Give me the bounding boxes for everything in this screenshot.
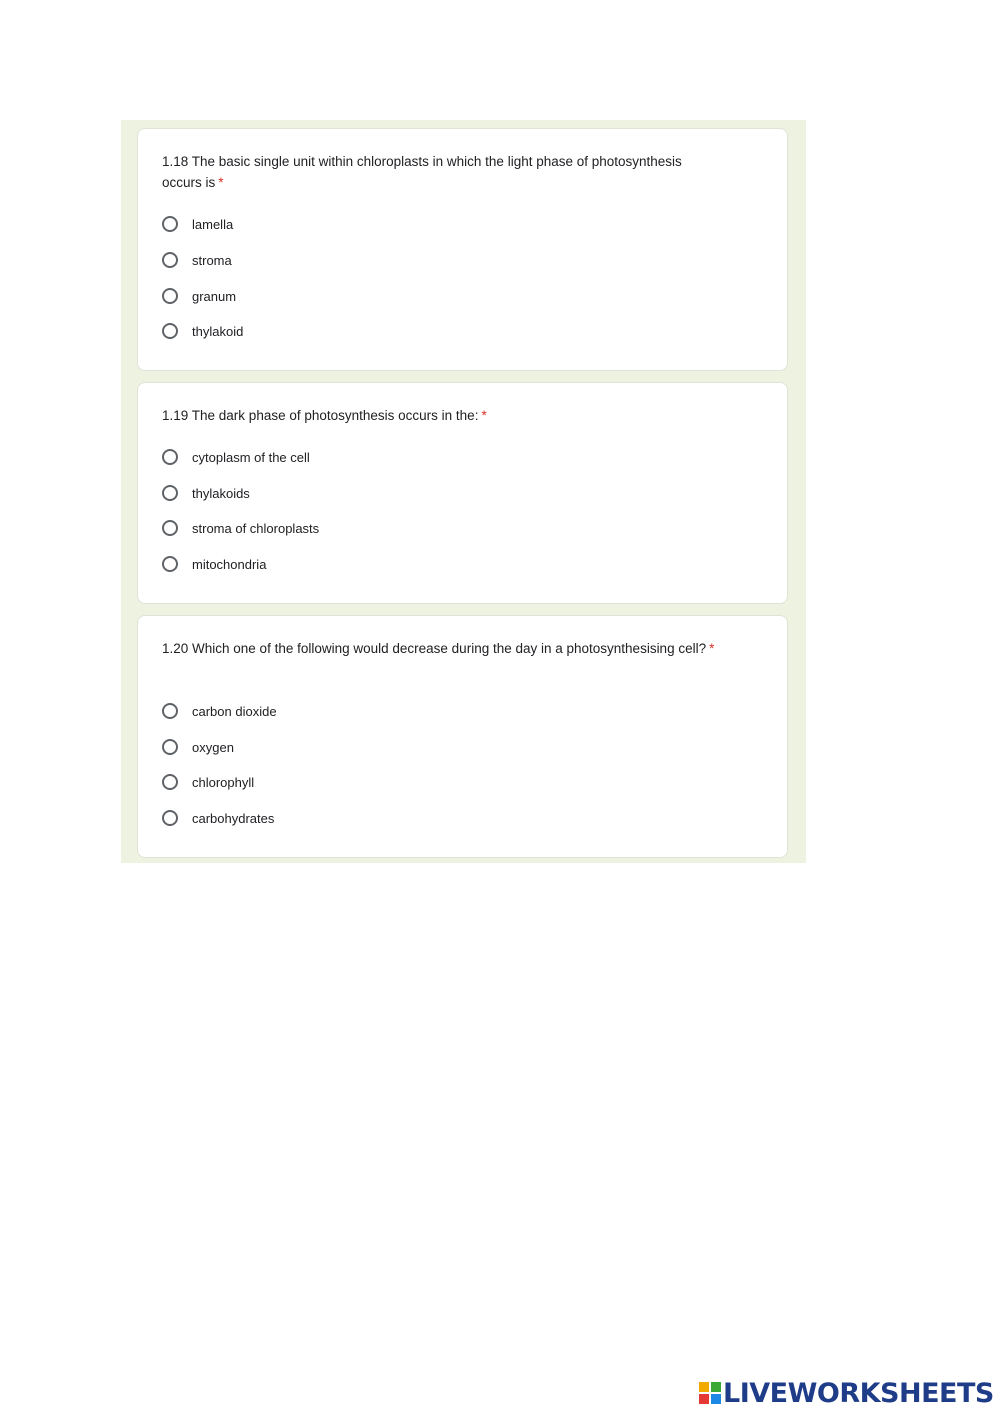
- radio-button[interactable]: [162, 252, 178, 268]
- radio-button[interactable]: [162, 216, 178, 232]
- required-asterisk: *: [709, 641, 715, 656]
- option-label: carbohydrates: [192, 810, 275, 826]
- question-title: [162, 151, 722, 193]
- required-asterisk: *: [481, 408, 487, 423]
- radio-button[interactable]: [162, 810, 178, 826]
- option-cytoplasm[interactable]: [162, 447, 310, 467]
- option-carbon-dioxide[interactable]: [162, 701, 277, 721]
- logo-text: LIVEWORKSHEETS: [723, 1377, 994, 1409]
- radio-button[interactable]: [162, 288, 178, 304]
- option-stroma[interactable]: [162, 250, 232, 270]
- question-card-1-20: [137, 615, 788, 858]
- question-text: 1.20 Which one of the following would decrease during the day in a photosynthesising cell?: [162, 641, 707, 656]
- radio-button[interactable]: [162, 520, 178, 536]
- required-asterisk: *: [218, 175, 224, 190]
- option-label: granum: [192, 288, 237, 304]
- question-title: [162, 405, 722, 426]
- radio-button[interactable]: [162, 323, 178, 339]
- option-stroma-of-chloroplasts[interactable]: [162, 518, 319, 538]
- option-carbohydrates[interactable]: [162, 808, 274, 828]
- option-lamella[interactable]: [162, 214, 233, 234]
- option-label: stroma of chloroplasts: [192, 520, 320, 536]
- option-granum[interactable]: [162, 286, 236, 306]
- question-card-1-19: [137, 382, 788, 604]
- liveworksheets-logo: [699, 1378, 994, 1408]
- option-label: carbon dioxide: [192, 703, 277, 719]
- radio-button[interactable]: [162, 485, 178, 501]
- question-card-1-18: [137, 128, 788, 371]
- option-label: cytoplasm of the cell: [192, 449, 310, 465]
- question-text: 1.19 The dark phase of photosynthesis occurs in the:: [162, 408, 479, 423]
- radio-button[interactable]: [162, 739, 178, 755]
- option-thylakoid[interactable]: [162, 321, 243, 341]
- option-label: stroma: [192, 252, 232, 268]
- radio-button[interactable]: [162, 449, 178, 465]
- radio-button[interactable]: [162, 703, 178, 719]
- option-thylakoids[interactable]: [162, 483, 250, 503]
- radio-button[interactable]: [162, 556, 178, 572]
- option-label: thylakoids: [192, 485, 250, 501]
- question-text: 1.18 The basic single unit within chloroplasts in which the light phase of photosynthesis occurs is: [162, 154, 682, 190]
- option-label: chlorophyll: [192, 774, 255, 790]
- option-label: thylakoid: [192, 323, 244, 339]
- option-mitochondria[interactable]: [162, 554, 266, 574]
- radio-button[interactable]: [162, 774, 178, 790]
- option-chlorophyll[interactable]: [162, 772, 254, 792]
- option-label: oxygen: [192, 739, 234, 755]
- liveworksheets-logo-icon: [699, 1382, 721, 1404]
- question-title: [162, 638, 722, 659]
- option-label: mitochondria: [192, 556, 267, 572]
- option-label: lamella: [192, 216, 234, 232]
- option-oxygen[interactable]: [162, 737, 234, 757]
